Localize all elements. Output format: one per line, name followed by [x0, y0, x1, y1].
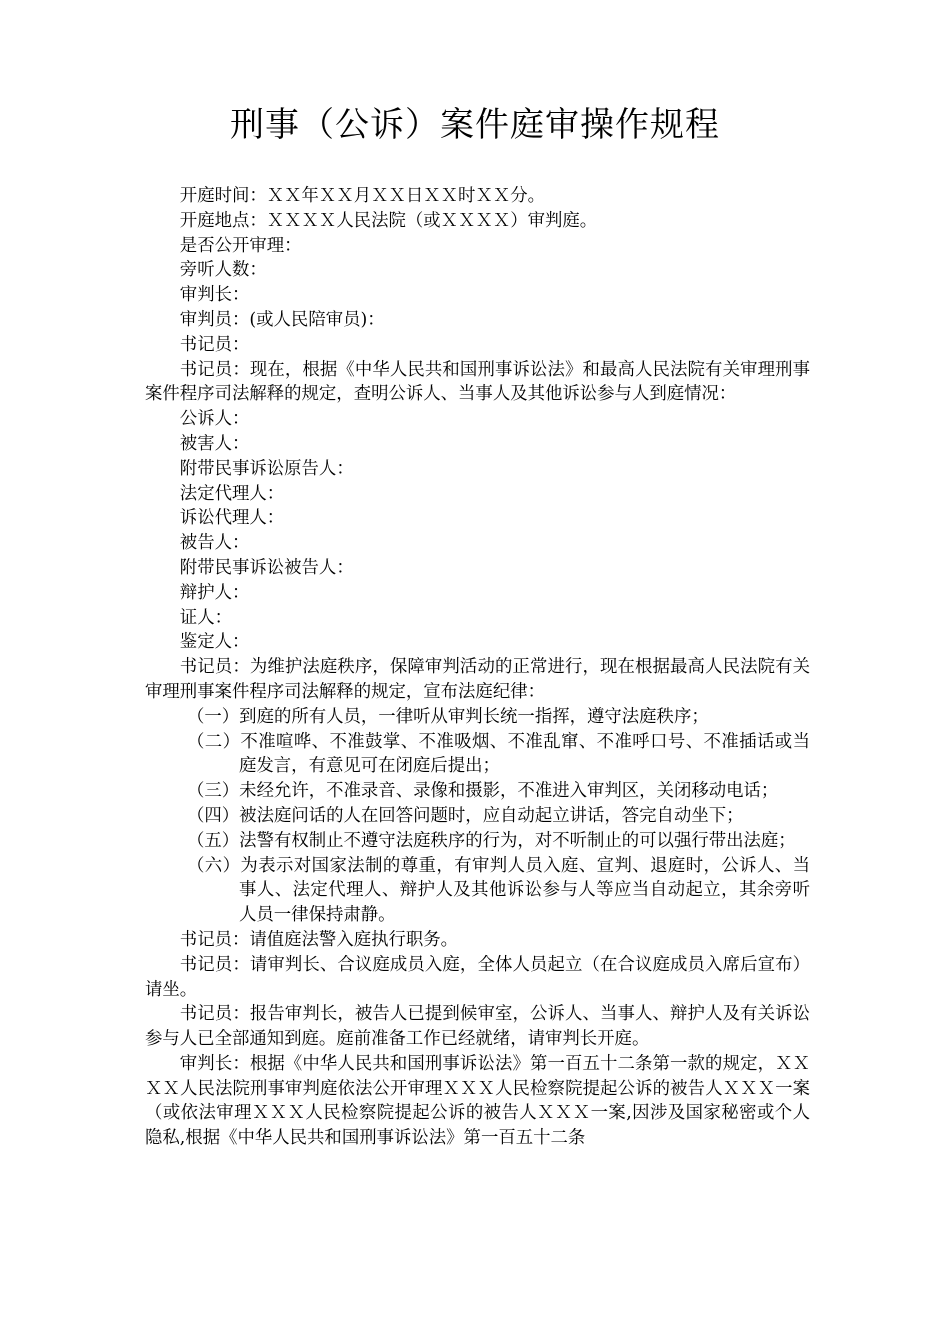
clerk-all-rise: 书记员：请审判长、合议庭成员入庭，全体人员起立（在合议庭成员入席后宣布）请坐。 [145, 954, 810, 1000]
clerk-discipline-intro: 书记员：为维护法庭秩序，保障审判活动的正常进行，现在根据最高人民法院有关审理刑事案件程序司法解释的规定，宣布法庭纪律： [145, 657, 810, 702]
header-field-presiding-judge: 审判长： [179, 285, 250, 306]
court-rule-6: （六）为表示对国家法制的尊重，有审判人员入庭、宣判、退庭时，公诉人、当事人、法定代理人、辩护人及其他诉讼参与人等应当自动起立，其余旁听人员一律保持肃静。 [187, 855, 810, 926]
clerk-report-ready: 书记员：报告审判长，被告人已提到候审室，公诉人、当事人、辩护人及有关诉讼参与人已全部通知到庭。庭前准备工作已经就绪，请审判长开庭。 [145, 1004, 810, 1050]
participant-legal-representative: 法定代理人： [179, 483, 285, 504]
header-field-audience: 旁听人数： [179, 260, 267, 281]
clerk-check-attendance: 书记员：现在，根据《中华人民共和国刑事诉讼法》和最高人民法院有关审理刑事案件程序司法解释的规定，查明公诉人、当事人及其他诉讼参与人到庭情况： [145, 359, 810, 405]
participant-civil-defendant: 附带民事诉讼被告人： [179, 557, 354, 578]
clerk-call-bailiff: 书记员：请值庭法警入庭执行职务。 [179, 929, 459, 950]
document-body [145, 184, 810, 1151]
participant-prosecutor: 公诉人： [179, 409, 250, 430]
participant-civil-plaintiff: 附带民事诉讼原告人： [179, 458, 354, 479]
participant-witness: 证人： [179, 607, 232, 628]
header-field-judge: 审判员：(或人民陪审员)： [179, 309, 385, 330]
court-rule-5: （五）法警有权制止不遵守法庭秩序的行为，对不听制止的可以强行带出法庭； [187, 830, 796, 851]
court-rule-3: （三）未经允许，不准录音、录像和摄影，不准进入审判区，关闭移动电话； [187, 781, 779, 802]
header-field-clerk: 书记员： [179, 334, 250, 355]
court-rule-4: （四）被法庭问话的人在回答问题时，应自动起立讲话，答完自动坐下； [187, 805, 744, 826]
header-field-time: 开庭时间：ＸＸ年ＸＸ月ＸＸ日ＸＸ时ＸＸ分。 [179, 186, 546, 206]
participant-defense-counsel: 辩护人： [179, 582, 250, 603]
document-title: 刑事（公诉）案件庭审操作规程 [230, 105, 720, 145]
participant-appraiser: 鉴定人： [179, 632, 250, 653]
participant-victim: 被害人： [179, 433, 250, 454]
header-field-public: 是否公开审理： [179, 235, 302, 256]
presiding-judge-opening: 审判长：根据《中华人民共和国刑事诉讼法》第一百五十二条第一款的规定，ＸＸＸＸ人民法院刑事审判庭依法公开审理ＸＸＸ人民检察院提起公诉的被告人ＸＸＸ一案（或依法审理ＸＸＸ人民检察院提起公诉的被告人ＸＸＸ一案,因涉及国家秘密或个人隐私,根据《中华人民共和国刑事诉讼法》第一百五十二条 [145, 1053, 810, 1149]
header-field-location: 开庭地点：ＸＸＸＸ人民法院（或ＸＸＸＸ）审判庭。 [179, 210, 598, 231]
participant-litigation-agent: 诉讼代理人： [179, 508, 285, 529]
court-rule-2: （二）不准喧哗、不准鼓掌、不准吸烟、不准乱窜、不准呼口号、不准插话或当庭发言，有意见可在闭庭后提出； [187, 731, 810, 777]
participant-defendant: 被告人： [179, 533, 250, 554]
court-rule-1: （一）到庭的所有人员，一律听从审判长统一指挥，遵守法庭秩序； [187, 706, 709, 727]
